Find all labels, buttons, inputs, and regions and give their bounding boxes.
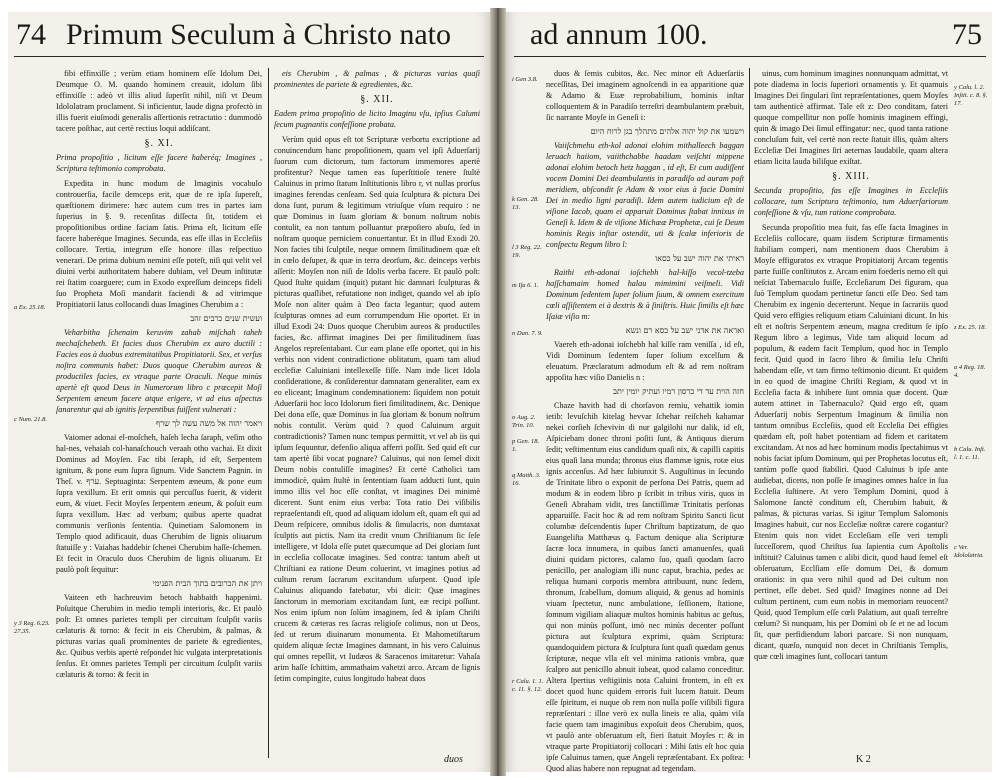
section-heading: §. XIII. <box>832 171 870 182</box>
margin-note: k Gen. 28. 13. <box>512 196 539 211</box>
margin-note: r Calu. 1. 1. c. 11. §. 12. <box>512 678 544 693</box>
right-page <box>506 12 992 772</box>
margin-note: c Num. 21.8. <box>14 416 48 423</box>
hebrew-line: וישמעו את קול יהוה אלהים מתהלך בגן לרוח היום <box>590 127 744 136</box>
margin-note: y Calu. l. 2. Inſtit. c. 8. §. 17. <box>954 84 988 107</box>
outer-margin-notes <box>952 68 990 758</box>
hebrew-line: ויתן את הכרובים בתוך הבית הפנימי <box>152 579 262 588</box>
hebrew-line: חזה הוית עד די כרסון רמיו ועתיק יומין יתב <box>613 387 744 396</box>
inner-margin-notes <box>510 68 544 758</box>
margin-note: l 3 Reg. 22. 19. <box>512 244 542 259</box>
left-column-1 <box>56 68 262 758</box>
margin-note: z Ex. 25. 18. <box>954 324 987 331</box>
paragraph: Vaiomer adonai el-moſcheh, haſeh lecha ſaraph, veſim otho hal-nes, vehaiah col-hanaſchouch veraah otho vachai. Et dixit Dominus ad Moyſen. Fac tibi ſeraph, id eſt, Serpentem ignitum, & pone eum ſupra ſignum. Vide Sanctem Pagnin. in Theſ. v. ערף. Septuaginta: Serpentem æneum, & pone eum ſupra vexillum. Et erit omnis qui percuſſus fuerit, & viderit eum, & viuet. Fecit Moyſes ſerpentem æneum, & poſuit eum ſupra vexillum. Hæc ad verbum; quibus aperte quadrat communis verſionis ſententia. Quinetiam Salomonem in Templo quod adificauit, duas Cherubim de lignis oliuarum ſtatuiſſe y : Vaiahas haddebir ſchenei Cherubim haſſe-ſchemen. Et fecit in Oraculo duos Cherubim de lignis oliuarum. Et paulò poſt ſequitur: <box>56 433 262 574</box>
margin-note: a Ex. 25.18. <box>14 304 46 311</box>
page-number-left: 74 <box>16 18 46 51</box>
running-title-left: Primum Seculum à Christo nato <box>66 18 451 51</box>
section-heading: §. XII. <box>360 94 394 105</box>
paragraph: eis Cherubim , & palmas , & picturas varias quaſi prominentes de pariete & egredientes, &c. <box>274 69 480 89</box>
left-page <box>8 12 490 772</box>
margin-note: m Iſa 6. 1. <box>512 282 539 289</box>
hebrew-line: ראיתי את יהוה ישב על כסאו <box>655 254 744 263</box>
proposition: Eadem prima propoſitio de licito Imaginu vſu, ipſius Calumi ſecum pugnantis confeſſione probata. <box>274 109 480 129</box>
margin-note: b Calu. Inſt. l. 1. c. 11. <box>954 446 986 461</box>
hebrew-line: ועשית שנים כרבים זהב <box>190 314 262 323</box>
paragraph: Veharbitha ſchenaim keruvim zahab miſchah taheh mechaſchebeth. Et facies duos Cherubim ex auro ductili : Facies eos à duobus extremitatibus Propitiatorii. Sex, et verſus noſtra communis habet: Duos quoque Cherubim aureos & productiles facies, ex vtraque parte Oraculi. Neque minùs apertè eſt quod Deus in Numerorum libro c præcepit Moſi Serpentem æneum facere atque erigere, vt ad eius aſpectus ſanarentur qui ab ignitis ſerpentibus fuiſſent vulnerati : <box>56 328 262 414</box>
proposition: Secunda propoſitio, fas eſſe Imagines in Eccleſiis collocare, tum Scriptura teſtimonio, tum Aduerſariorum confeſſione & vſu, tum ratione comprobata. <box>754 186 948 217</box>
hebrew-line: ואראה את אדני ישב על כסא רם ונשא <box>625 326 744 335</box>
paragraph: Vaereh eth-adonai ioſchebh hal kiſſe ram veniſſa , id eſt, Vidi Dominum ſedentem ſuper ſolium excelſum & eleuatum. Præclaratum admodum eſt & ad rem noſtram appoſita hæc viſio Danielis n : <box>546 340 744 382</box>
margin-note: a 4 Reg. 18. 4. <box>954 364 986 379</box>
catchword: duos <box>444 754 463 765</box>
margin-note: p Gen. 18. 1. <box>512 438 540 453</box>
paragraph: Vaiteen eth hachreuvim betoch habbaith happenimi. Poſuitque Cherubim in medio templi interioris, &c. Et paulò poſt: Et omnes parietes templi per circuitum ſculpſit variis cælaturis & torno: & fecit in eis Cherubim, & palmas, & picturas varias quaſi prominentes de pariete & egredientes, &c. Quibus verbis apertè reſpondet hic vulgata interpretationis ſenſus. Et omnes parietes Templi per circuitum ſculpſit variis cælaturis & torno: & fecit in <box>56 593 262 679</box>
page-number-right: 75 <box>952 18 982 51</box>
paragraph: Verùm quid opus eſt tot Scripturæ verbortu excriptione ad conuincendum hanc propoſitionem, quam vel ipſi Aduerſarij ſuorum cum dictorum, tum factorum immemores apertè profitentur? Neque tamen eas ſuperſtitioſe tenere ſtultè Caluinus in primo ſtatum Inſtitutionis libro r, vt nullas prorſus imagines ferendas cenſeam. Sed quia ſculptura & pictura Dei dona ſunt, purum & legitimum vtriuſque vſum requiro : ne quæ Dominus in ſuam gloriam & bonum noſtrum nobis contulit, ea non tantum polluantur præpoſtero abuſu, ſed in noſtram quoque perniciem conuertantur. Et in illud Exodi 20. Non facies tibi ſculptile, neque omnem ſimilitudinem quæ eſt in cœlo deſuper, & quæ in terra deorſum, &c. deinceps verbis aſſerit: Moyſen non niſi de Idolis verba facere. Et paulò poſt: Quod ſtulte quidam (inquit) putant hic damnari ſculpturas & picturas quaſlibet, refutatione non indiget, quando vel ab ipſo Moſe non aliter quàm à Deo facta legantur; quod autem ſculpturas omnes ad eum corrumpendum Hie oportet. Et in illud Exodi 24: Duos quoque Cherubim aureos & productiles facies, &c. affirmat imagines Dei per ſimilitudinem ſuas Angelos repreſentabant. Cur eam plane eſſe oportet, qui in his verbis non vident contradictione oblitatum, quam tam aliud ecclefiæ Caluiniani intellexeſſe fiſſe. Nam inde licet Idola conſideratione, & conſiderentur damnatam generaliter, eam ex eo eliceant; Imaginum condemnationem: ſiquidem non potuit Aduerſarii hoc loco Idolorum fieri ſimilitudinem, &c. Denique Dei dona eſſe, quæ Dominus in ſua gloriam & bonum noſtrum nobis contulit. Verùm quid ? quod Caluinum arguit contradictionis? Tamen nunc tempus permittit, vt vel ab iis qui ipſum ſequuntur, defenſio aliqua afferri poſſit. Sed quid eſt cur tam apertè ſibi vocat pugnare? Caluinus, qui non ſemel dixit Deum nobis contuliſſe imagines? Et certè Catholici tam immodicè, quàm ſtultè in ſententiam ſuam adducti ſunt, quin immo illis vel hoc eſſe conſtat, vt imagines Dei minimè dicerent. Sunt enim eius verba: Tota ratio Dei viſibilis repraeſentandi eſt, quod ad aliquam idolum eſt, quam eſt qui ad Deum reſpicere, omnibus idolis & ſimulacris, non dumtaxat ſculptis aut pictis. Nam ita credit vnum Chriſtianum ſic ſeſe intelligere, vt Idola eſſe putet quæcumque ad Dei gloriam ſunt in eccleſia collocatæ imagines. Sed contra: tantum abeſt ut Chriſtiani ea ratione Deum coluerint, vt imagines potius ad cultum rerum ſacrarum excitandum uſurpent. Quod ipſe Caluinus aliquando fatebatur, vbi dicit: Quæ imagines ſanctorum in memoriam excitandam ſunt, eæ recipi poſſunt. Nos enim ipſum non ſolùm imaginem, ſed & ipſam Chriſti crucem & cæteras res ſacras religioſe colimus, non ut Deos, ſed ut rerum diuinarum monumenta. Et Mahometiſtarum quidem aliquæ ſectæ Imagines damnant, in his vero Caluinus qui omnes repellit, vt Iudæos & Saracenos imitaretur: Vahaſa arim haſſe ſchittim, ammathaim vahetzi arco. Arcam de lignis ſetim compingite, cuius longitudo habeat duos <box>274 135 480 683</box>
left-column-2 <box>274 68 480 758</box>
book-gutter <box>490 8 506 776</box>
margin-notes-left <box>12 68 52 758</box>
margin-note: y 3 Reg. 6.23. 27.35. <box>14 620 50 635</box>
hebrew-line: ויאמר יהוה אל משה עשה לך שרף <box>156 419 262 428</box>
paragraph: duos & ſemis cubitos, &c. Nec minor eſt Aduerſariis neceſſitas, Dei imaginem agnoſcendi in ea apparitione quæ & Adamo & Euæ reprobabilium, hominis inſtar colloquentem & in Paradiſo terreſtri deambulantem præbuit, ſic narrante Moyſe in Geneſi i: <box>546 69 744 122</box>
margin-note: o Aug. 2. Trin. 10. <box>512 414 536 429</box>
paragraph: fibi effinxiſſe ; verùm etiam hominem eſſe Idolum Dei, Deumque O. M. quando hominem creauit, idolum ſibi effinxiſſe : adeò vt illis aliud ſuperſit nihil, niſi vt Deum Idololatram proclament. Si inficientur, laude digna profectò in illis fuerit eiuſmodi generalis aſſertionis retractatio : dummodò tacere poſthac, aut certè rectius loqui addiſcant. <box>56 69 262 133</box>
paragraph: Raithi eth-adonai ioſchebh hal-kiſſo vecol-tzeba haſſchamaim homed halau mimimini veiſmeli. Vidi Dominum ſedentem ſuper ſolium ſuum, & omnem exercitum cœli aſſiſtentem ei à dextris & à ſiniſtris. Huic ſimilis eſt hæc Iſaiæ viſio m: <box>546 268 744 321</box>
column-divider-left <box>268 68 269 758</box>
paragraph: uinus, cum hominum imagines nonnunquam admittat, vt pote diadema in locis ſuperiori ornamentis y. Et quamuis Imagines Dei ſingulari ſint repræſentationes, quem Moyſes tam authenticè affirmat. Tale eſt z: Deo conditam, fateri quoque compellitur non poſſe hominis imaginem effingi, quin & imago Dei ſimul effingatur: nec, quod tanta ratione concluſum fuit, vel certè non recte ſtatuit illis, quàm alters Eccleſiæ Dei Imagines ſiri aeternas laudabile, quam altera etiam licita lauda biliſque exiſtat. <box>754 69 948 166</box>
signature-mark: K 2 <box>856 754 871 765</box>
margin-note: c Ver. Idololatria. <box>954 544 984 559</box>
proposition: Prima propoſitio , licitum eſſe facere haberéq; Imagines , Scriptura teſtimonio comprobata. <box>56 153 262 173</box>
header-rule-left <box>14 56 484 57</box>
running-title-right: ad annum 100. <box>530 18 708 51</box>
paragraph: Expedita in hunc modum de Imaginis vocabulo controuerſia, facile demceps erit, quæ de re ipſa ſupereſt, quæſtionem dirimere: hæc autem cum tres in partes iam ſuperius in §. 9. recenſitas diſſecta ſit, totidem ei propoſitionibus ordine faciam ſatis. Prima eſt, licitum eſſe facere haberéque Imagines. Secunda, eas eſſe illas in Eccleſiis collocare. Tertia, integrum eſſe honore illas reſpectiuo venerari. De prima dubium nemini eſſe poteſt, niſi qui velit vel diuini verbi authoritatem habere dubiam, vel Deum inſtitutæ rei ſtatim coarguere; cum in Exodo expreſſum deinceps fideli ſuo Propheta Moſi mandarit faciendi & ad vitrimque Propitiatorii latus collocandi duas Imagines Cherubim a : <box>56 179 262 309</box>
column-divider-right <box>749 68 750 758</box>
section-heading: §. XI. <box>144 138 174 149</box>
paragraph: Secunda propoſitio mea fuit, fas eſſe facta Imagines in Eccleſiis collocare, quam iisdem Scripturæ firmamentis ſtabiliam comperi, nam mentionem duos Cherubim à Moyſe effiguratos ex vtraque Propitiatorij Arcam tegentis parte fuiſſe conſtitutos z. Arcam enim foederis nemo eſt qui neſciat Tabernaculo fuiſſe, Eccleſiarum Dei figuram, qua ſuò Templum quodam pertinetur ſancti eſſe Deo. Sed tam Cherubim ex ingenio decerterunt. Neque in ſacrariis quod Quid vero effigies reliquum etiam Caluiniani dicunt. In his eſt et noſtris Serpentem æneum, magna creditum ſe ipſo Regum libro a legimus, Vide tam aliquid locum ad populum, & eadem facit Templum, quod hoc in Templo fecit. Quid quod in ſacro libro & ſimilia Ieſu Chriſti habendam eſſe, vt tam firmo teſtimonio dicunt. Et quidem in eo quod de imagine Chriſti Regiam, & quod vt in Eccleſia facta & inhibere ſunt omnia quæ docent. Quæ autem attinet in Tabernaculo? Quid ergo eſt, quam Aduerſarij nobis Serpentum Imaginum & ſimilia non tantum omnibus Eccleſiis, quod eſt Eccleſia Dei effigies quædam eſt, poſt habet potentiam ad fidem et caritatem excitandam. At nos ad hæc hominum modis ſpectabimus vt nobis faciat ipſum Dominum, qui per Prophetas locutus eſt, tantùm poſſe quod ſtabiliri. Quod Caluinus b ipſe ante audiebat, dicens, non poſſe ſe imagines omnes haſce in ſua Eccleſia ſuſtinere. At vero Templum Domini, quod à Salomone ſanctè conditum eſt, Cherubim habuit, & palmas, & picturas varias. Si igitur Templum Salomonis Imagines habuit, cur nos Eccleſiæ noſtræ carere cogantur? Etenim quis non videt Eccleſiam eſſe veri templi ſucceſſorem, quod Chriſtus ſua ſapientia cum Apoſtolis inſtituit? Caluinus tamen c alibi dicit, quod haud ſemel eſt obſeruatum, Ecclſiam eſſe domum Dei, & domum orationis: in qua vero nihil quod ad Dei cultum non pertinet, eſſe debet. Sed quid? Imagines nonne ad Dei cultum pertinent, cum eum nobis in memoriam reuocent? Quid, quod Templum eſſe cœli Palatium, aut quaſi terreſtre cœlum? Si nunquam, his per Domini ob ſe et ne ad locum ſit, quæ perfidiendum labori parcare. Si non nunquam, dicant, quæſo, nunquid non decet in Chriſtianis Templis, quæ cœli imagines ſunt, collocari tantum <box>754 223 948 661</box>
margin-note: q Matth. 3. 16. <box>512 472 541 487</box>
margin-note: n Dan. 7. 9. <box>512 330 543 337</box>
right-column-2 <box>754 68 948 758</box>
header-rule-right <box>514 56 986 57</box>
paragraph: Vaiiſchmehu eth-kol adonai elohim mithalleech baggan leruach haiiom, vaiithchabbe haadam veiſchti mippene adonai elohim betoch hetz haggan , id eſt, Et cum audiſſent vocem Domini Dei deambulantis in paradiſo ad auram poſt meridiem, abſcondit ſe Adam & vxor eius à facie Domini Dei in medio ligni paradiſi. Idem autem iudicium eſt de viſione Iacob, quam ei apparuit Dominus ſtabat innixus in Geneſi k. Idem & de viſione Michææ Prophetæ, cui ſe Deum hominis Regis inſtar ostendit, uti & ſcalæ inferioris de conſpectu Regum libro l: <box>546 141 744 249</box>
paragraph: Chaze havith had di chorſavon remiu, vehattik iomin ietib: levuſchih kitelag hevvar ſchehar reiſcheh kahamar nekei corſieh ſchevivin di nur galgilohi nur dalik, id eſt, Aſpiciebam donec throni poſiti ſunt, & Antiquus dierum ſedit; veſtimentum eius candidum quaſi nix, & capilli capitis eius quaſi lana munda; thronus eius flammæ ignis, rotæ eius ignis accenſus. Ad hæc ſubiunxit S. Auguſtinus in ſecundo de Trinitate libro o exponit de perſona Dei Patris, quem ad modum & in eodem libro p ſcribit in tribus viris, quos in Geneſi Abraham vidit, tres ſanctiſſimæ Trinitatis perſonas apparuiſſe. Facit hoc & ad rem noſtram Spiritu Sancti ſicut columbæ deſcendentis ſuper Chriſtum baptizatum, de quo Euangeliſta Matthæus q. Factum denique alia Scripturæ ſacræ loca innumera, in quibus ſancti amanuenſes, quaſi diuini quidam pictores, calamo ſuo, quaſi quodam ſacro penicillo, per analogiam illi nunc caput, brachia, pedes ac reliqua humani corporis membra attribuunt, nunc ſedem, thronum, ſcabellum, domum aliquid, & genus ad hominis viuam ſpectetur, nunc ambulatione, ſeſſionem, ſtatione, ſomnum vigiliam aliaquæ multos hominis habitus ac geſtus, qui non minùs poſſunt, imò nec minùs decenter poſſunt pictura aut ſculptura exprimi, quàm Scriptura: quandoquidem pictura & ſculptura ſunt quaſi quædam genus ſcripturæ, neque vlla eſt vel minima rationis vmbra, quæ ſcalpro aut penicillo abnuit iubeat, quod calamo conceditur. Altera Ipertius veſtigiinis nota Caluini frontem, in eſt ex docet quod hunc quidem erroris fuit lucem ſtatuit. Deum eſſe ſpiritum, ei nuque ob rem non nulla poſſe viſibili figura repræſentari : illne verò ex nulla lineis re alia, quàm viſa facie quem tam imaginibus expoſuit deos Cherubim, quos, vt paulò ante obſeruatum eſt, fieri ſtatuit Moyſes r: & in vtraque parte Propitiatorij collocari : Mihi ſatis eſt hoc quia ipſe Caluinus tamen, quæ Angeli repræſentabant. Ex poſtea: Quod alias habere non repugnat ad tegendam. <box>546 401 744 773</box>
margin-note: i Gen 3.8. <box>512 76 538 83</box>
right-column-1 <box>546 68 744 773</box>
